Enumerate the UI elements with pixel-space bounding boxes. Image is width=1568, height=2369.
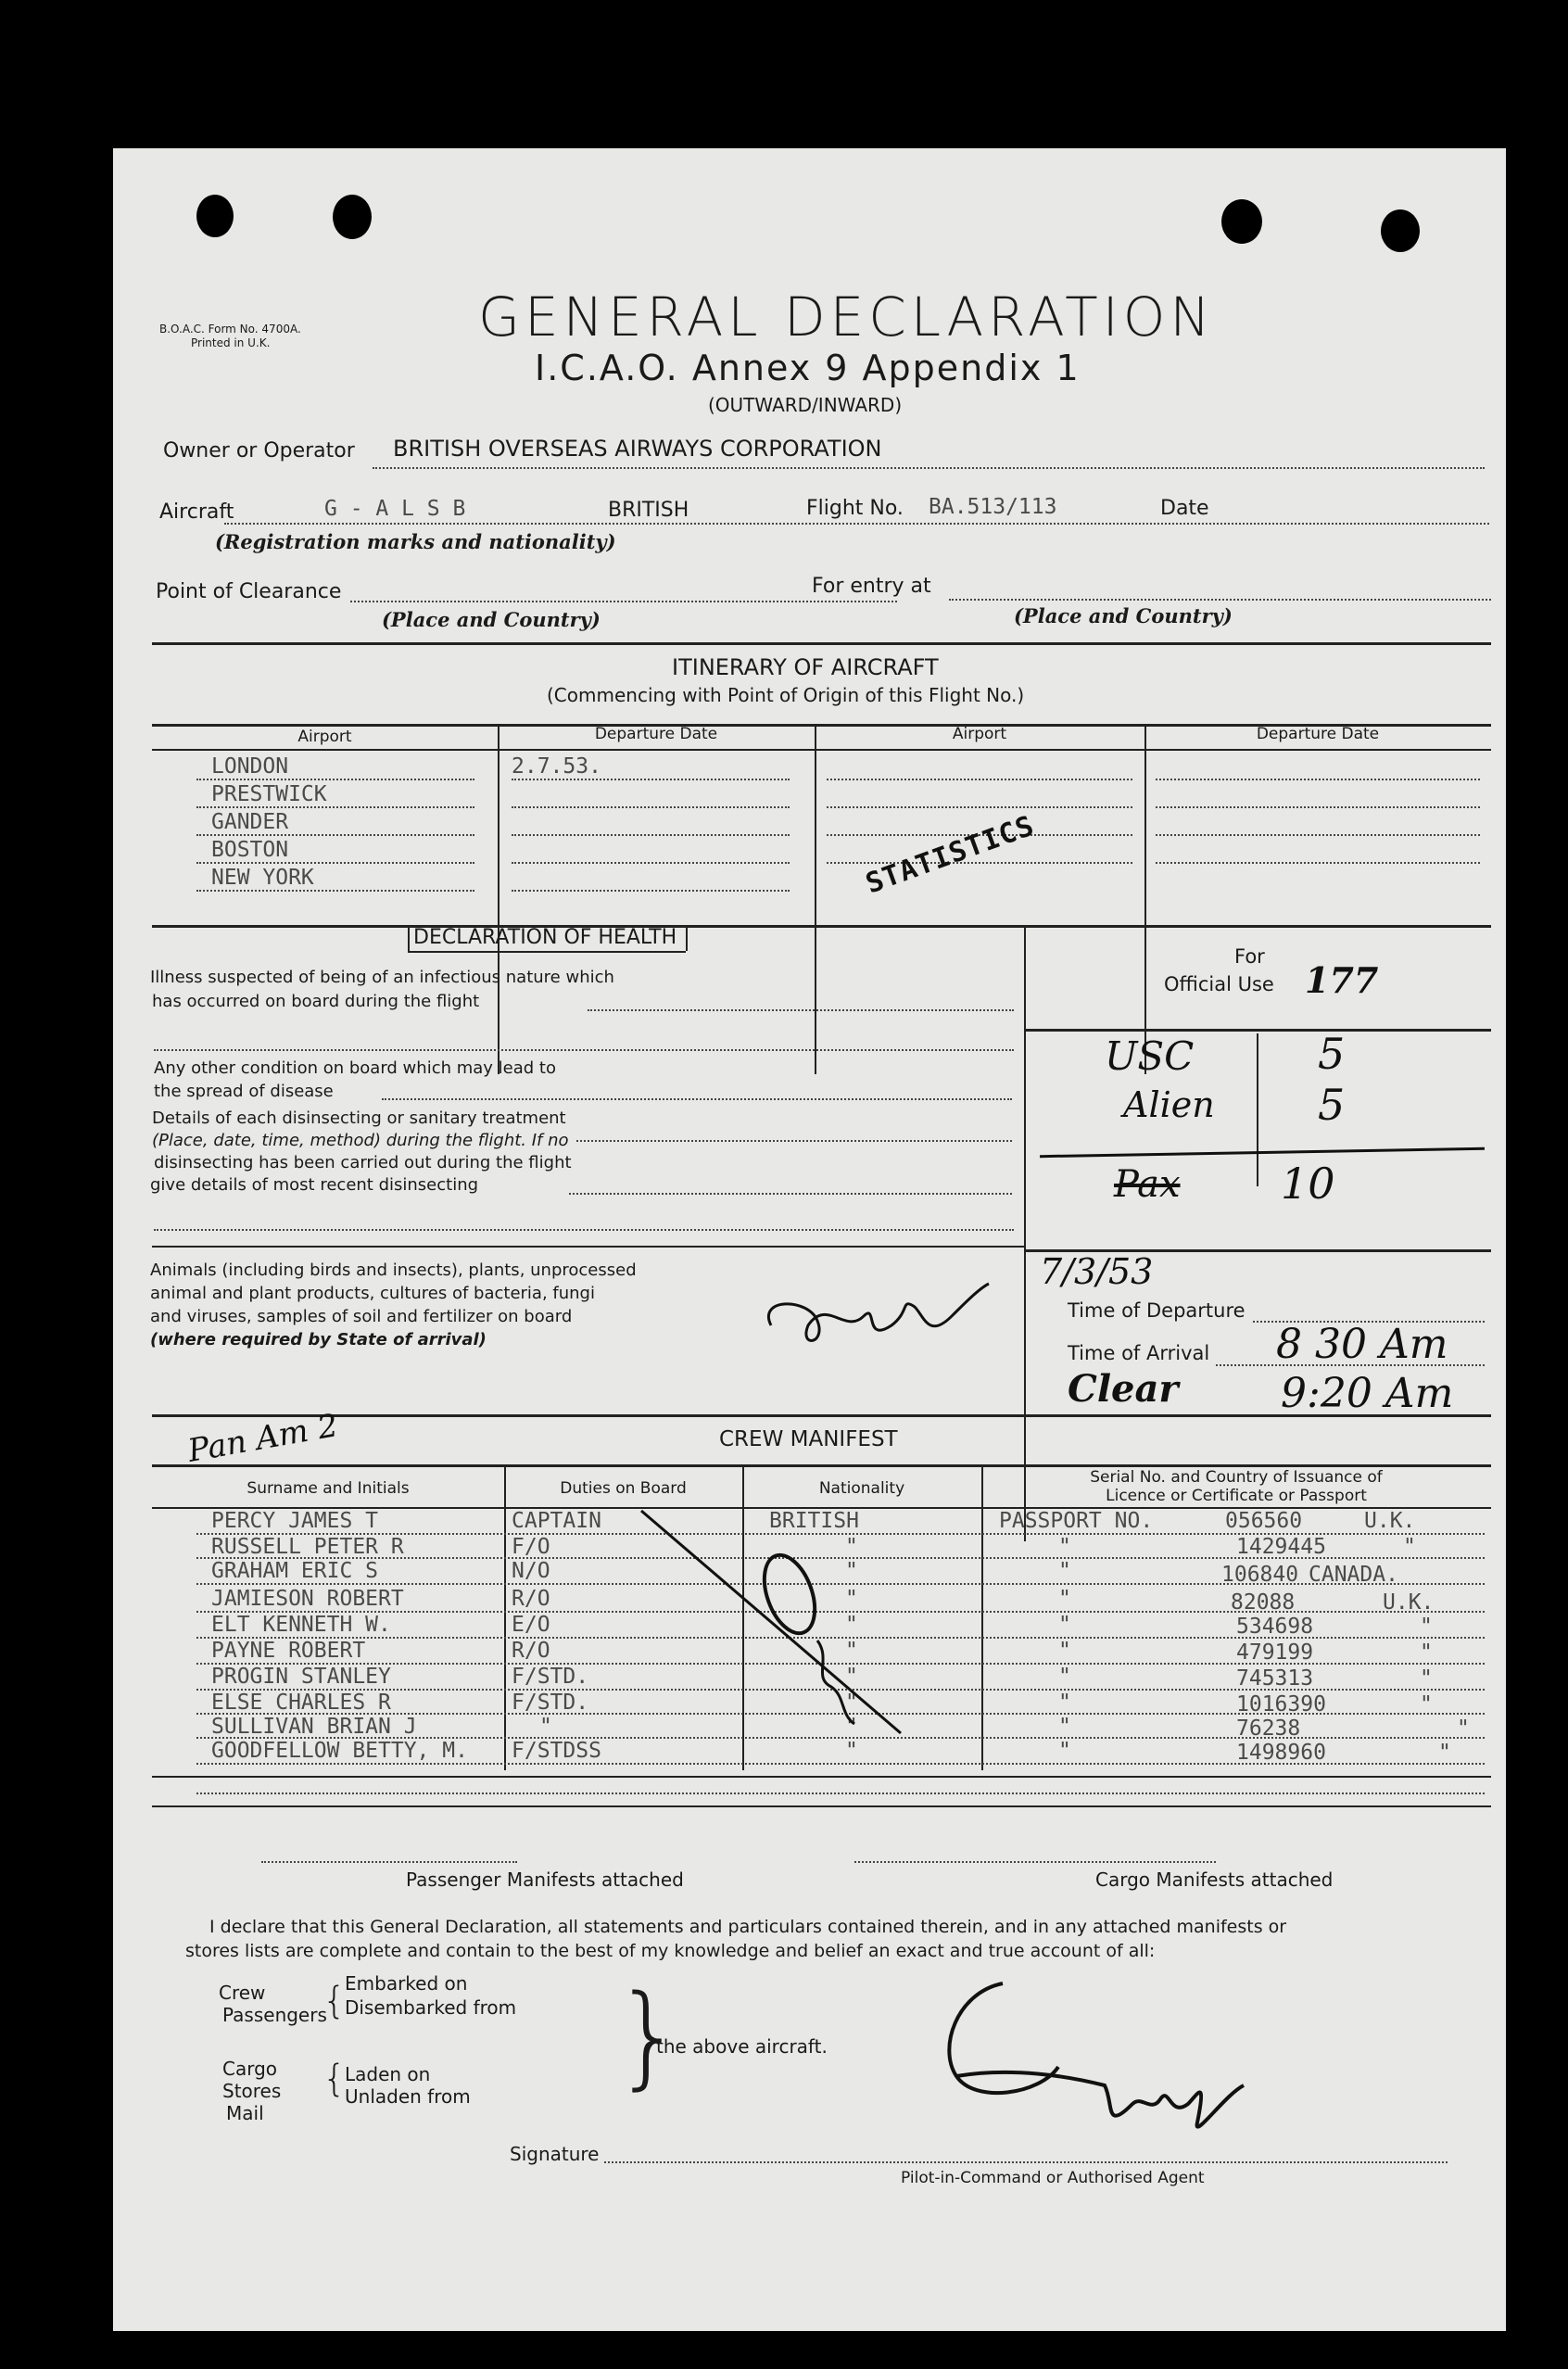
crew-nationality: BRITISH xyxy=(769,1509,859,1533)
itinerary-airport: LONDON xyxy=(211,754,289,779)
crew-name: RUSSELL PETER R xyxy=(211,1535,404,1559)
crew-serial: 534698 xyxy=(1236,1615,1314,1639)
crew-name: PROGIN STANLEY xyxy=(211,1665,391,1689)
crew-passport: " xyxy=(1058,1715,1071,1739)
itinerary-airport: NEW YORK xyxy=(211,866,314,890)
decl-embarked: Embarked on xyxy=(345,1972,468,1995)
crew-serial: 82088 xyxy=(1231,1590,1296,1615)
itinerary-header-date-2: Departure Date xyxy=(1256,725,1380,743)
crew-serial: 056560 xyxy=(1225,1509,1303,1533)
punch-hole xyxy=(196,195,234,237)
official-row-value: 5 xyxy=(1318,1029,1346,1079)
crew-name: GRAHAM ERIC S xyxy=(211,1559,379,1583)
illness-text: has occurred on board during the flight xyxy=(152,992,480,1011)
official-label: For xyxy=(1234,945,1265,968)
crew-nationality: " xyxy=(845,1559,858,1583)
itinerary-airport: GANDER xyxy=(211,810,289,834)
itinerary-title: ITINERARY OF AIRCRAFT xyxy=(672,654,939,680)
animals-text: and viruses, samples of soil and fertilizer on board xyxy=(150,1307,573,1326)
crew-name: ELT KENNETH W. xyxy=(211,1613,391,1637)
decl-unladen: Unladen from xyxy=(345,2085,471,2108)
animals-text: (where required by State of arrival) xyxy=(150,1330,487,1349)
crew-passport: " xyxy=(1058,1559,1071,1583)
form-title: GENERAL DECLARATION xyxy=(478,285,1215,348)
crew-name: GOODFELLOW BETTY, M. xyxy=(211,1739,468,1763)
form-subtitle: I.C.A.O. Annex 9 Appendix 1 xyxy=(535,348,1081,388)
departure-label: Time of Departure xyxy=(1068,1299,1246,1322)
punch-hole xyxy=(1221,199,1262,244)
crew-nationality: " xyxy=(845,1691,858,1715)
health-title: DECLARATION OF HEALTH xyxy=(413,926,677,949)
crew-header-serial: Serial No. and Country of Issuance of xyxy=(1090,1468,1383,1487)
decl-crew: Crew xyxy=(219,1982,266,2004)
owner-label: Owner or Operator xyxy=(163,439,355,462)
crew-header-nationality: Nationality xyxy=(818,1479,905,1498)
disinsect-text: give details of most recent disinsecting xyxy=(150,1175,479,1195)
signature-label: Signature xyxy=(510,2143,600,2165)
aircraft-label: Aircraft xyxy=(159,500,234,524)
declaration-text: I declare that this General Declaration, all statements and particulars contained therein, and in any attached manifests or xyxy=(209,1917,1287,1937)
aircraft-nationality: BRITISH xyxy=(608,499,689,522)
itinerary-header-date-1: Departure Date xyxy=(594,725,718,743)
direction-label: (OUTWARD/INWARD) xyxy=(708,394,903,416)
animals-text: Animals (including birds and insects), plants, unprocessed xyxy=(150,1261,637,1280)
aircraft-registration: G - A L S B xyxy=(324,497,466,521)
condition-text: the spread of disease xyxy=(154,1082,334,1101)
crew-duty: F/O xyxy=(512,1535,550,1559)
crew-serial: 76238 xyxy=(1236,1717,1301,1741)
entry-label: For entry at xyxy=(812,575,931,598)
crew-header-duty: Duties on Board xyxy=(560,1479,687,1498)
crew-name: JAMIESON ROBERT xyxy=(211,1587,404,1611)
crew-header-licence: Licence or Certificate or Passport xyxy=(1106,1487,1367,1505)
crew-serial: 479199 xyxy=(1236,1641,1314,1665)
crew-country: CANADA. xyxy=(1309,1563,1398,1587)
crew-country: " xyxy=(1403,1535,1416,1559)
crew-passport: " xyxy=(1058,1587,1071,1611)
owner-value: BRITISH OVERSEAS AIRWAYS CORPORATION xyxy=(393,436,882,462)
crew-passport: " xyxy=(1058,1739,1071,1763)
crew-serial: 745313 xyxy=(1236,1666,1314,1691)
crew-nationality: " xyxy=(845,1587,858,1611)
crew-header-name: Surname and Initials xyxy=(247,1479,410,1498)
arrival-label: Time of Arrival xyxy=(1068,1342,1210,1364)
crew-country: " xyxy=(1420,1666,1433,1691)
crew-nationality: " xyxy=(845,1715,858,1739)
crew-serial: 1498960 xyxy=(1236,1741,1326,1765)
crew-name: ELSE CHARLES R xyxy=(211,1691,391,1715)
official-row-key: USC xyxy=(1105,1033,1195,1079)
crew-duty: F/STDSS xyxy=(512,1739,601,1763)
crew-country: " xyxy=(1420,1615,1433,1639)
decl-aircraft: the above aircraft. xyxy=(656,2035,828,2058)
crew-passport: " xyxy=(1058,1613,1071,1637)
decl-laden: Laden on xyxy=(345,2063,431,2085)
crew-country: U.K. xyxy=(1364,1509,1416,1533)
itinerary-departure-date: 2.7.53. xyxy=(512,754,601,779)
health-signature xyxy=(752,1261,1003,1362)
entry-caption: (Place and Country) xyxy=(1014,604,1233,627)
clear-value: 9:20 Am xyxy=(1281,1370,1454,1417)
crew-note: Pan Am 2 xyxy=(184,1407,341,1470)
clear-label: Clear xyxy=(1068,1367,1179,1411)
crew-serial: 106840 xyxy=(1221,1563,1299,1587)
crew-country: " xyxy=(1438,1741,1451,1765)
official-row-value: 10 xyxy=(1281,1159,1335,1209)
official-label-2: Official Use xyxy=(1164,973,1274,995)
crew-passport: PASSPORT NO. xyxy=(999,1509,1154,1533)
crew-name: PAYNE ROBERT xyxy=(211,1639,366,1663)
itinerary-header-airport-1: Airport xyxy=(297,728,352,746)
flight-label: Flight No. xyxy=(806,497,904,520)
decl-cargo: Cargo xyxy=(222,2058,278,2080)
crew-country: " xyxy=(1457,1717,1470,1741)
clearance-label: Point of Clearance xyxy=(156,580,342,603)
crew-duty: F/STD. xyxy=(512,1691,589,1715)
official-number: 177 xyxy=(1305,959,1379,1001)
crew-nationality: " xyxy=(845,1535,858,1559)
captain-signature xyxy=(919,1965,1290,2150)
crew-duty: " xyxy=(539,1715,552,1739)
cargo-manifests: Cargo Manifests attached xyxy=(1095,1869,1334,1891)
official-row-key: Alien xyxy=(1123,1084,1215,1125)
illness-text: Illness suspected of being of an infectious nature which xyxy=(150,968,614,987)
crew-title: CREW MANIFEST xyxy=(719,1427,898,1451)
crew-name: SULLIVAN BRIAN J xyxy=(211,1715,417,1739)
itinerary-airport: PRESTWICK xyxy=(211,782,327,806)
decl-mail: Mail xyxy=(226,2102,264,2124)
decl-passengers: Passengers xyxy=(222,2004,327,2026)
crew-passport: " xyxy=(1058,1639,1071,1663)
crew-nationality: " xyxy=(845,1665,858,1689)
disinsect-text: Details of each disinsecting or sanitary treatment xyxy=(152,1108,566,1128)
passenger-manifests: Passenger Manifests attached xyxy=(406,1869,684,1891)
declaration-text: stores lists are complete and contain to the best of my knowledge and belief an exact and true account of all: xyxy=(185,1941,1156,1961)
crew-country: " xyxy=(1420,1641,1433,1665)
crew-duty: CAPTAIN xyxy=(512,1509,601,1533)
form-number: B.O.A.C. Form No. 4700A. xyxy=(159,323,301,336)
crew-pen-strike xyxy=(632,1501,919,1742)
crew-duty: E/O xyxy=(512,1613,550,1637)
itinerary-header-airport-2: Airport xyxy=(952,725,1007,743)
official-date-note: 7/3/53 xyxy=(1040,1251,1154,1292)
crew-passport: " xyxy=(1058,1665,1071,1689)
crew-passport: " xyxy=(1058,1691,1071,1715)
crew-serial: 1016390 xyxy=(1236,1692,1326,1717)
animals-text: animal and plant products, cultures of bacteria, fungi xyxy=(150,1284,595,1303)
crew-name: PERCY JAMES T xyxy=(211,1509,379,1533)
registration-caption: (Registration marks and nationality) xyxy=(215,530,616,553)
crew-nationality: " xyxy=(845,1639,858,1663)
official-row-value: 5 xyxy=(1318,1080,1346,1130)
punch-hole xyxy=(1381,209,1420,252)
date-label: Date xyxy=(1160,497,1209,520)
crew-nationality: " xyxy=(845,1613,858,1637)
crew-duty: R/O xyxy=(512,1639,550,1663)
signer-caption: Pilot-in-Command or Authorised Agent xyxy=(901,2169,1205,2187)
crew-passport: " xyxy=(1058,1535,1071,1559)
crew-serial: 1429445 xyxy=(1236,1535,1326,1559)
official-row-key: Pax xyxy=(1114,1163,1181,1206)
crew-country: U.K. xyxy=(1383,1590,1435,1615)
disinsect-text: disinsecting has been carried out during the flight xyxy=(154,1153,572,1172)
itinerary-subtitle: (Commencing with Point of Origin of this Flight No.) xyxy=(547,684,1025,706)
itinerary-airport: BOSTON xyxy=(211,838,289,862)
decl-disembarked: Disembarked from xyxy=(345,1996,517,2019)
crew-country: " xyxy=(1420,1692,1433,1717)
disinsect-text: (Place, date, time, method) during the flight. If no xyxy=(152,1131,569,1150)
form-sheet: B.O.A.C. Form No. 4700A. Printed in U.K. GENERAL DECLARATION I.C.A.O. Annex 9 Appendix 1 (OUTWARD/INWARD) Owner or Operator BRITISH OVERSEAS AIRWAYS CORPORATION Aircraft G - A L S B BRITISH Flight No. BA.513/113 Date (Registration marks and nationality) Point of Clearance For entry at (Place and Country) (Place and Country) ITINERARY OF AIRCRAFT (Commencing with Point of Origin of this Flight No.) Airport Departure Date Airport Departure Date LONDON PRESTWICK GANDER BOSTON NEW YORK 2.7.53. STATISTICS DECLARATION OF HEALTH Illness suspected of being of an infectious nature which has occurred on board during the flight Any other condition on board which may lead to the spread of disease Details of each disinsecting or sanitary treatment (Place, date, time, method) during the flight. If no disinsecting has been carried out during the flight give details of most recent disinsecting Animals (including birds and insects), plants, unprocessed animal and plant products, cultures of bacteria, fungi and viruses, samples of soil and fertilizer on board (where required by State of arrival) For Official Use 177 USC 5 Alien 5 Pax 10 7/3/53 Time of Departure Time of Arrival 8 30 Am Clear 9:20 Am Pan Am 2 CREW MANIFEST Surname and Initials Duties on Board Nationality Serial No. and Country of Issuance of Licence or Certificate or Passport PERCY JAMES T CAPTAIN BRITISH PASSPORT NO. 056560 U.K. RUSSELL PETER R F/O " " 1429445 " GRAHAM ERIC S N/O " " 106840 CANADA. JAMIESON ROBERT R/O " " 82088 U.K. ELT KENNETH W. E/O " " 534698 " PAYNE ROBERT R/O " " 479199 " PROGIN STANLEY F/STD. " " 745313 " ELSE CHARLES R F/STD. " " 1016390 " SULLIVAN BRIAN J " " " 76238 " GOODFELLOW BETTY, M. F/STDSS " " 1498960 " Passenger Manifests attached Cargo Manifests attached I declare that this General Declaration, all statements and particulars contained therein, and in any attached manifests or stores lists are complete and contain to the best of my knowledge and belief an exact and true account of all: Crew Passengers { Embarked on Disembarked from Cargo Stores Mail { Laden on Unladen from } the above aircraft. Signature Pilot-in-Command or Authorised Agent xyxy=(113,148,1506,2331)
statistics-stamp: STATISTICS xyxy=(861,809,1039,901)
decl-stores: Stores xyxy=(222,2080,282,2102)
punch-hole xyxy=(333,195,372,239)
printed-note: Printed in U.K. xyxy=(191,336,271,349)
arrival-value: 8 30 Am xyxy=(1276,1321,1448,1368)
crew-duty: F/STD. xyxy=(512,1665,589,1689)
crew-nationality: " xyxy=(845,1739,858,1763)
clearance-caption: (Place and Country) xyxy=(382,608,601,631)
condition-text: Any other condition on board which may lead to xyxy=(154,1058,556,1078)
crew-duty: N/O xyxy=(512,1559,550,1583)
flight-value: BA.513/113 xyxy=(929,495,1057,519)
crew-duty: R/O xyxy=(512,1587,550,1611)
